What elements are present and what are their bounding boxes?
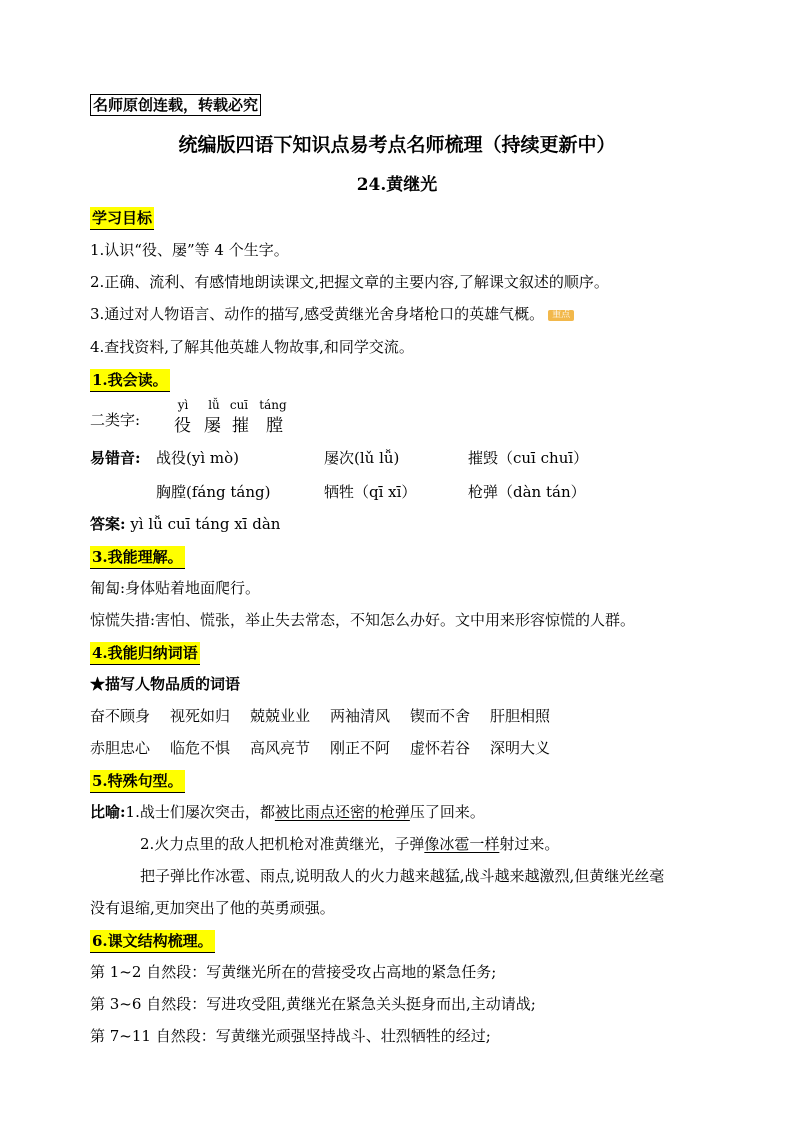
pinyin-lv: lǚ	[208, 398, 220, 412]
word-item: 高风亮节	[250, 739, 311, 757]
word-item: 临危不惧	[170, 739, 231, 757]
goal-2: 2.正确、流利、有感情地朗读课文,把握文章的主要内容,了解课文叙述的顺序。	[90, 273, 609, 291]
pinyin-tang: táng	[259, 398, 287, 412]
goal-3: 3.通过对人物语言、动作的描写,感受黄继光舍身堵枪口的英雄气概。 重点	[90, 304, 574, 324]
word-item: 深明大义	[490, 739, 551, 757]
read-heading: 1.我会读。	[90, 369, 170, 392]
structure-item: 第 3~6 自然段：写进攻受阻,黄继光在紧急关头挺身而出,主动请战;	[90, 995, 536, 1013]
words-subheading: ★描写人物品质的词语	[90, 675, 241, 693]
structure-heading: 6.课文结构梳理。	[90, 930, 215, 953]
page-title: 统编版四语下知识点易考点名师梳理（持续更新中）	[178, 134, 616, 156]
word-item: 两袖清风	[330, 707, 391, 725]
cuoyin-item: 摧毁（cuī chuī）	[468, 449, 589, 467]
goals-heading: 学习目标	[90, 207, 154, 230]
char-cui: 摧	[232, 416, 249, 436]
understand-heading: 3.我能理解。	[90, 546, 185, 569]
words-heading: 4.我能归纳词语	[90, 642, 200, 665]
cuoyin-item: 牺牲（qī xī）	[324, 483, 417, 501]
key-point-badge: 重点	[548, 310, 574, 321]
metaphor-sentence-2: 2.火力点里的敌人把机枪对准黄继光，子弹像冰雹一样射过来。	[140, 835, 560, 853]
goal-1: 1.认识“役、屡”等 4 个生字。	[90, 241, 289, 259]
char-yi: 役	[174, 416, 191, 436]
pinyin-cui: cuī	[229, 398, 249, 412]
word-item: 肝胆相照	[490, 707, 551, 725]
structure-item: 第 1~2 自然段：写黄继光所在的营接受攻占高地的紧急任务;	[90, 963, 497, 981]
cuoyin-item: 枪弹（dàn tán）	[468, 483, 586, 501]
pinyin-yi: yì	[177, 398, 189, 412]
analysis-line-1: 把子弹比作冰雹、雨点,说明敌人的火力越来越猛,战斗越来越激烈,但黄继光丝毫	[140, 867, 665, 885]
analysis-line-2: 没有退缩,更加突出了他的英勇顽强。	[90, 899, 335, 917]
metaphor-sentence-1: 比喻:1.战士们屡次突击，都被比雨点还密的枪弹压了回来。	[90, 803, 485, 821]
sentences-heading: 5.特殊句型。	[90, 770, 185, 793]
word-item: 赤胆忠心	[90, 739, 151, 757]
word-item: 视死如归	[170, 707, 231, 725]
cuoyin-label: 易错音:	[90, 449, 141, 467]
word-item: 刚正不阿	[330, 739, 391, 757]
answer-line: 答案: yì lǚ cuī táng xī dàn	[90, 515, 281, 533]
definition-item: 匍匐:身体贴着地面爬行。	[90, 579, 261, 597]
word-item: 虚怀若谷	[410, 739, 471, 757]
definition-item: 惊慌失措:害怕、慌张，举止失去常态，不知怎么办好。文中用来形容惊慌的人群。	[90, 611, 636, 629]
cuoyin-item: 屡次(lǔ lǚ)	[324, 449, 400, 467]
word-item: 兢兢业业	[250, 707, 311, 725]
cuoyin-item: 战役(yì mò)	[156, 449, 239, 467]
cuoyin-item: 胸膛(fáng táng)	[156, 483, 271, 501]
lesson-title: 24.黄继光	[356, 175, 438, 195]
goal-4: 4.查找资料,了解其他英雄人物故事,和同学交流。	[90, 338, 414, 356]
copyright-notice: 名师原创连载，转载必究	[90, 94, 261, 116]
char-lv: 屡	[204, 416, 221, 436]
word-item: 锲而不舍	[410, 707, 471, 725]
char-tang: 膛	[266, 416, 283, 436]
word-item: 奋不顾身	[90, 707, 151, 725]
structure-item: 第 7~11 自然段：写黄继光顽强坚持战斗、壮烈牺牲的经过;	[90, 1027, 491, 1045]
erlei-label: 二类字:	[90, 411, 141, 429]
